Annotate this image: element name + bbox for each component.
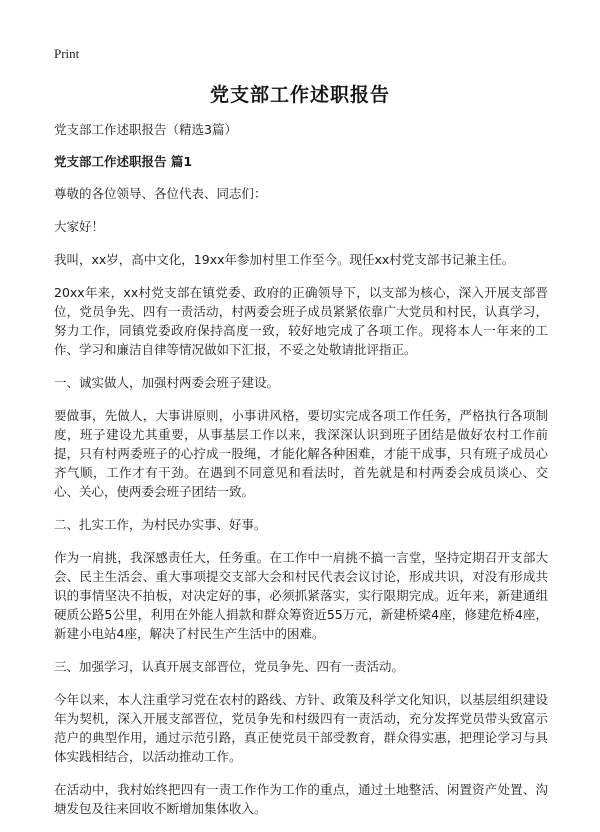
paragraph-point-3: 今年以来，本人注重学习党在农村的路线、方针、政策及科学文化知识，以基层组织建设年为契机，深入开展支部晋位，党员争先和村级四有一责活动，充分发挥党员带头致富示范户的典型作用，通过示范引路，真正使党员干部受教育，群众得实惠，把理论学习与具体实践相结合，以活动推动工作。 <box>54 692 548 764</box>
greeting: 大家好！ <box>54 219 105 234</box>
section-heading: 党支部工作述职报告 篇1 <box>54 154 193 169</box>
salutation: 尊敬的各位领导、各位代表、同志们： <box>54 186 267 201</box>
document-subtitle: 党支部工作述职报告（精选3篇） <box>54 122 237 137</box>
paragraph-point-1: 要做事，先做人，大事讲原则，小事讲风格，要切实完成各项工作任务，严格执行各项制度，班子建设尤其重要，从事基层工作以来，我深深认识到班子团结是做好农村工作前提，只有村两委班子的心拧成一股绳，才能化解各种困难，才能干成事，只有班子成员心齐气顺，工作才有干劲。在遇到不同意见和看法时，首先就是和村两委会成员谈心、交心、关心，使两委会班子团结一致。 <box>54 408 548 499</box>
paragraph-activity: 在活动中，我村始终把四有一责工作作为工作的重点，通过土地整活、闲置资产处置、沟塘发包及往来回收不断增加集体收入。 <box>54 782 548 816</box>
paragraph-intro: 我叫，xx岁，高中文化，19xx年参加村里工作至今。现任xx村党支部书记兼主任。 <box>54 252 515 267</box>
document-title: 党支部工作述职报告 <box>209 84 390 106</box>
print-link[interactable]: Print <box>54 46 80 61</box>
heading-point-2: 二、扎实工作，为村民办实事、好事。 <box>54 517 267 532</box>
document-body <box>54 120 548 832</box>
paragraph-summary: 20xx年来，xx村党支部在镇党委、政府的正确领导下，以支部为核心，深入开展支部晋位，党员争先、四有一责活动，村两委会班子成员紧紧依靠广大党员和村民，认真学习，努力工作，同镇党委政府保持高度一致，较好地完成了各项工作。现将本人一年来的工作、学习和廉洁自律等情况做如下汇报，不妥之处敬请批评指正。 <box>54 285 548 357</box>
heading-point-3: 三、加强学习，认真开展支部晋位，党员争先、四有一责活动。 <box>54 659 405 674</box>
heading-point-1: 一、诚实做人，加强村两委会班子建设。 <box>54 375 280 390</box>
paragraph-point-2: 作为一肩挑，我深感责任大，任务重。在工作中一肩挑不搞一言堂，坚持定期召开支部大会、民主生活会、重大事项提交支部大会和村民代表会议讨论，形成共识，对没有形成共识的事情坚决不拍板，对决定好的事，必须抓紧落实，实行限期完成。近年来，新建通组硬质公路5公里，利用在外能人捐款和群众筹资近55万元，新建桥梁4座，修建危桥4座，新建小电站4座，解决了村民生产生活中的困难。 <box>54 550 548 641</box>
